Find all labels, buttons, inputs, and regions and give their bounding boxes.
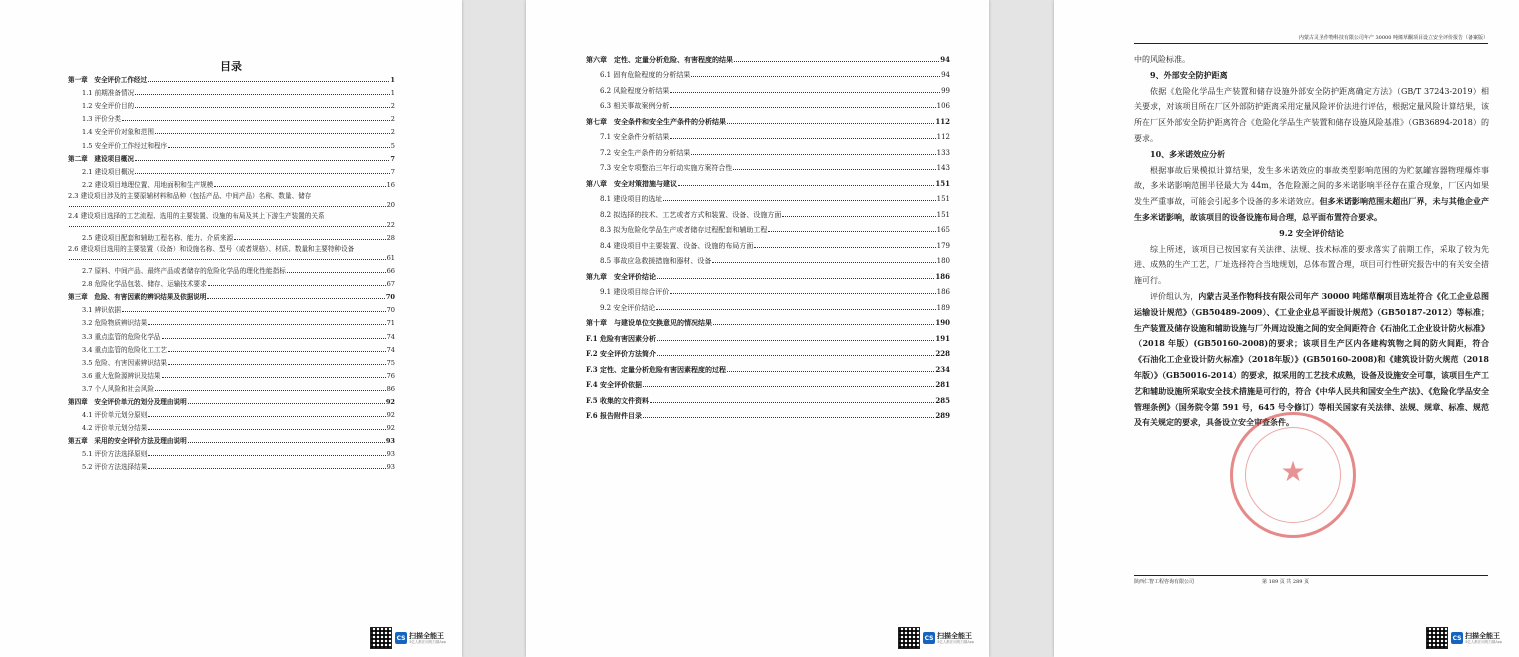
dot-leader [214, 186, 385, 187]
toc-section-entry [68, 209, 395, 229]
dot-leader [188, 403, 385, 404]
toc-entry-page: 2 [390, 115, 395, 124]
toc-entry-page: 165 [936, 226, 950, 234]
toc-entry-page: 180 [936, 257, 950, 265]
toc-entry-label: F.6 报告附件目录 [586, 411, 643, 420]
page-body [1134, 52, 1489, 431]
toc-entry-label: F.1 危险有害因素分析 [586, 333, 657, 343]
dot-leader [69, 201, 386, 207]
text-span: 评价组认为， [1150, 291, 1199, 301]
dot-leader [168, 364, 385, 365]
toc-chapter-entry [68, 432, 395, 445]
toc-entry-page: 5 [390, 141, 395, 150]
toc-entry-page: 93 [385, 437, 395, 446]
toc-entry-label: 第九章 安全评价结论 [586, 271, 656, 281]
qr-code [370, 627, 392, 649]
dot-leader [768, 231, 935, 232]
toc-entry-label: 4.2 评价单元划分结果 [82, 424, 148, 433]
toc-entry-page: 190 [935, 318, 950, 327]
toc-entry-label: F.5 收集的文件资料 [586, 395, 650, 405]
dot-leader [148, 429, 385, 430]
dot-leader [657, 278, 934, 279]
dot-leader [287, 272, 386, 273]
toc-entry-page: 16 [386, 180, 395, 189]
dot-leader [188, 442, 385, 443]
toc-entry-page: 99 [941, 86, 950, 95]
toc-section-entry [68, 242, 395, 262]
dot-leader [712, 262, 935, 263]
toc-section-entry [586, 203, 950, 219]
toc-section-entry [68, 341, 395, 354]
toc-entry-page: 143 [936, 164, 950, 172]
toc-chapter-entry [68, 71, 395, 84]
seal-star-icon: ★ [1280, 455, 1306, 488]
camscanner-logo-icon: CS [395, 632, 407, 644]
toc-entry-label: 1.4 安全评价对象和范围 [82, 128, 154, 137]
toc-entry-label: 2.2 建设项目地理位置、用地面积和生产规模 [82, 180, 214, 189]
toc-chapter-entry [586, 389, 950, 405]
toc-entry-page: 228 [935, 349, 950, 358]
dot-leader [148, 81, 389, 82]
toc-list [586, 48, 950, 420]
toc-section-entry [586, 95, 950, 111]
dot-leader [656, 309, 935, 310]
toc-entry-label: F.2 安全评价方法简介 [586, 349, 657, 358]
dot-leader [155, 133, 390, 134]
toc-entry-label: 3.6 重大危险源辨识及结果 [82, 371, 161, 380]
scanner-watermark [898, 627, 974, 649]
toc-entry-label: 3.4 重点监管的危险化工工艺 [82, 345, 168, 354]
section-heading: 10、多米诺效应分析 [1150, 148, 1226, 159]
toc-entry-page: 191 [935, 333, 950, 343]
toc-entry-label: 7.3 安全专项整治三年行动实施方案符合性 [600, 164, 733, 172]
toc-section-entry [68, 262, 395, 275]
toc-section-entry [68, 314, 395, 327]
dot-leader [122, 311, 386, 312]
dot-leader [782, 216, 935, 217]
toc-entry-page: 70 [385, 293, 395, 302]
toc-entry-label: 2.1 建设项目概况 [82, 167, 135, 176]
paragraph: 综上所述，该项目已按国家有关法律、法规、技术标准的要求落实了前期工作，采取了较为先进、成熟的生产工艺，厂址选择符合当地规划，总体布置合理，项目可行性研究报告中的有关安全措施可行。 [1134, 244, 1489, 286]
dot-leader [135, 107, 390, 108]
document-page-3 [1054, 0, 1519, 657]
dot-leader [754, 247, 935, 248]
toc-section-entry [586, 126, 950, 142]
toc-section-entry [586, 296, 950, 312]
camscanner-logo-icon: CS [1451, 632, 1463, 644]
toc-entry-page: 74 [386, 332, 395, 341]
toc-entry-page: 75 [386, 358, 395, 367]
dot-leader [691, 76, 940, 77]
toc-entry-label: 第五章 采用的安全评价方法及理由说明 [68, 437, 187, 446]
toc-entry-label: 1.3 评价分类 [82, 115, 121, 124]
toc-section-entry [586, 157, 950, 173]
toc-entry-page: 281 [935, 380, 950, 389]
toc-entry-label: 第六章 定性、定量分析危险、有害程度的结果 [586, 54, 733, 64]
dot-leader [678, 185, 934, 186]
dot-leader [69, 221, 386, 227]
toc-entry-page: 7 [390, 167, 395, 176]
toc-entry-label: 7.2 安全生产条件的分析结果 [600, 148, 691, 157]
toc-entry-page: 94 [941, 71, 950, 79]
toc-chapter-entry [586, 110, 950, 126]
bold-span: 内蒙古灵圣作物科技有限公司年产 30000 吨烯草酮项目选址符合《化工企业总图运输设计规范》（GB50489-2009）、《工业企业总平面设计规范》（GB50187-2012）等标准；生产装置及储存设施和辅助设施与厂外周边设施之间的安全间距符合《石油化工企业设计防火标准》（2018 年版）(GB50160-2008)的要求；该项目生产区内各建构筑物之间的防火间距，符合《石油化工企业设计防火标准》（2018年版）》(GB50160-2008)和《建筑设计防火规范（2018 年版）》（GB50016-2014）的要求，拟采用的工艺技术成熟，设备及设施安全可靠，该项目生产工艺和辅助设施所采取安全技术措施是可行的，符合《中华人民共和国安全生产法》、《危险化学品安全管理条例》（国务院令第 591 号，645 号令修订）等相关国家有关法律、法规、规章、标准、规范及有关规定的要求，具备设立安全审查条件。 [1134, 290, 1490, 428]
section-heading: 9.2 安全评价结论 [1279, 227, 1344, 238]
toc-section-entry [586, 188, 950, 204]
toc-section-entry [68, 97, 395, 110]
toc-entry-page: 70 [386, 306, 395, 315]
text-span: 根据事故后果模拟计算结果，发生多米诺效应的事故类型影响范围的为贮氨罐容器物理爆炸事故，多米诺影响范围半径最大为 44m，各危险源之间的多米诺影响半径存在重合现象，厂区内如果发生严重事故，可能会引起多个设备的多米诺效应。 [1134, 165, 1489, 207]
toc-entry-page: 112 [936, 133, 950, 141]
toc-entry-page: 66 [386, 267, 395, 276]
toc-entry-page: 2 [390, 102, 395, 111]
toc-section-entry [68, 367, 395, 380]
dot-leader [168, 147, 390, 148]
toc-entry-page: 234 [935, 364, 950, 374]
toc-entry-label: 2.7 原料、中间产品、最终产品或者储存的危险化学品的理化性能指标 [82, 267, 286, 276]
dot-leader [670, 293, 935, 294]
toc-chapter-entry [68, 288, 395, 301]
page-footer [1134, 575, 1488, 585]
toc-section-entry [68, 275, 395, 288]
toc-entry-page: 133 [936, 148, 950, 157]
official-seal-stamp [1230, 412, 1356, 538]
dot-leader [643, 417, 934, 418]
toc-chapter-entry [586, 312, 950, 328]
toc-section-entry [68, 458, 395, 471]
toc-section-entry [68, 136, 395, 149]
toc-entry-page: 92 [386, 424, 395, 433]
toc-entry-page: 93 [386, 450, 395, 459]
dot-leader [155, 390, 386, 391]
toc-entry-label: 3.5 危险、有害因素辨识结果 [82, 358, 168, 367]
footer-company: 陕西仁智工程咨询有限公司 [1134, 579, 1195, 585]
toc-entry-page: 186 [935, 271, 950, 281]
footer-page-number: 第 189 页 共 289 页 [1262, 579, 1310, 585]
toc-entry-label: 3.2 危险物质辨识结果 [82, 319, 148, 328]
toc-entry-page: 28 [386, 233, 395, 242]
toc-entry-label: 1.5 安全评价工作经过和程序 [82, 141, 168, 150]
toc-entry-label: 6.1 固有危险程度的分析结果 [600, 71, 691, 79]
toc-entry-label: 第四章 安全评价单元的划分及理由说明 [68, 397, 187, 406]
toc-entry-page: 76 [386, 371, 395, 380]
toc-entry-label: 6.3 相关事故案例分析 [600, 102, 670, 110]
toc-entry-label: 6.2 风险程度分析结果 [600, 86, 670, 95]
dot-leader [713, 324, 934, 325]
toc-entry-page: 289 [935, 411, 950, 420]
dot-leader [162, 377, 386, 378]
scanner-watermark [1426, 627, 1502, 649]
toc-entry-page: 67 [386, 280, 395, 289]
paragraph [1134, 289, 1489, 431]
toc-entry-page: 92 [385, 397, 395, 406]
toc-entry-page: 285 [935, 395, 950, 405]
toc-entry-page: 112 [935, 116, 950, 126]
toc-section-entry [586, 250, 950, 266]
toc-entry-label: 4.1 评价单元划分原则 [82, 411, 148, 420]
toc-entry-page: 189 [936, 303, 950, 312]
dot-leader [650, 402, 934, 403]
toc-section-entry [68, 327, 395, 340]
toc-section-entry [68, 406, 395, 419]
toc-entry-page: 20 [386, 200, 395, 209]
toc-entry-page: 61 [386, 253, 395, 262]
toc-entry-label: 5.1 评价方法选择原则 [82, 450, 148, 459]
toc-entry-label: 8.3 拟为危险化学品生产或者储存过程配套和辅助工程 [600, 226, 768, 234]
toc-chapter-entry [586, 327, 950, 343]
dot-leader [168, 351, 385, 352]
toc-entry-page: 1 [390, 89, 395, 98]
toc-entry-page: 74 [386, 345, 395, 354]
toc-entry-label: 2.8 危险化学品包装、储存、运输技术要求 [82, 280, 207, 289]
watermark-slogan: 3亿人都在用的扫描App [937, 639, 975, 644]
toc-entry-page: 94 [940, 54, 950, 64]
toc-entry-label: 第三章 危险、有害因素的辨识结果及依据说明 [68, 293, 207, 302]
document-page-2 [526, 0, 989, 657]
toc-entry-page: 186 [936, 288, 950, 296]
dot-leader [734, 61, 939, 62]
toc-entry-label: 8.1 建设项目的选址 [600, 195, 663, 203]
dot-leader [135, 94, 390, 95]
toc-section-entry [68, 419, 395, 432]
toc-entry-label: 2.5 建设项目配套和辅助工程名称、能力、介质来源 [82, 233, 234, 242]
toc-entry-label: 第八章 安全对策措施与建议 [586, 178, 677, 188]
toc-entry-label: 2.6 建设项目选用的主要装置（设备）和设施名称、型号（或者规格）、材质、数量和主要特种设备 [68, 244, 355, 253]
dot-leader [663, 200, 935, 201]
toc-chapter-entry [586, 265, 950, 281]
toc-section-entry [68, 229, 395, 242]
paragraph: 依据《危险化学品生产装置和储存设施外部安全防护距离确定方法》（GB/T 37243-2019）相关要求，对该项目所在厂区外部防护距离采用定量风险评价法进行评估，根据定量风险计算结果，该所在厂区外部安全防护距离符合《危险化学品生产装置和储存设施风险基准》（GB36894-2018）的要求。 [1134, 86, 1489, 143]
dot-leader [657, 340, 934, 341]
toc-chapter-entry [68, 393, 395, 406]
toc-section-entry [68, 163, 395, 176]
paragraph: 中的风险标准。 [1134, 55, 1190, 64]
toc-section-entry [68, 189, 395, 209]
scanner-watermark [370, 627, 446, 649]
dot-leader [727, 123, 934, 124]
dot-leader [122, 120, 390, 121]
watermark-brand: 扫描全能王 [409, 631, 444, 640]
toc-entry-label: 1.2 安全评价目的 [82, 102, 135, 111]
toc-entry-label: 2.3 建设项目涉及的主要原辅材料和品种（包括产品、中间产品）名称、数量、储存 [68, 191, 312, 200]
toc-entry-page: 106 [936, 102, 950, 110]
watermark-slogan: 3亿人都在用的扫描App [409, 639, 447, 644]
toc-chapter-entry [586, 405, 950, 421]
toc-entry-label: 3.3 重点监管的危险化学品 [82, 332, 161, 341]
toc-entry-label: 9.1 建设项目综合评价 [600, 288, 670, 296]
toc-section-entry [68, 110, 395, 123]
toc-entry-page: 92 [386, 411, 395, 420]
watermark-slogan: 3亿人都在用的扫描App [1465, 639, 1503, 644]
toc-entry-page: 86 [386, 384, 395, 393]
toc-entry-label: 第二章 建设项目概况 [68, 154, 134, 163]
toc-chapter-entry [68, 150, 395, 163]
toc-entry-label: 2.4 建设项目选择的工艺流程、选用的主要装置、设施的布局及其上下游生产装置的关系 [68, 211, 325, 220]
toc-chapter-entry [586, 48, 950, 64]
toc-section-entry [68, 380, 395, 393]
toc-section-entry [68, 123, 395, 136]
dot-leader [234, 239, 386, 240]
dot-leader [207, 298, 384, 299]
toc-entry-label: 第一章 安全评价工作经过 [68, 76, 148, 85]
toc-entry-label: 7.1 安全条件分析结果 [600, 133, 670, 141]
toc-entry-page: 179 [936, 241, 950, 250]
watermark-brand: 扫描全能王 [1465, 631, 1500, 640]
toc-section-entry [586, 64, 950, 80]
toc-section-entry [586, 219, 950, 235]
toc-section-entry [586, 141, 950, 157]
toc-entry-label: 8.2 拟选择的技术、工艺或者方式和装置、设备、设施方面 [600, 210, 782, 219]
toc-entry-page: 151 [935, 178, 950, 188]
toc-entry-label: 第十章 与建设单位交换意见的情况结果 [586, 318, 712, 327]
dot-leader [643, 386, 934, 387]
toc-section-entry [586, 79, 950, 95]
dot-leader [148, 416, 385, 417]
toc-section-entry [586, 234, 950, 250]
bold-span: 但多米诺影响范围未超出厂界，未与其他企业产生多米诺影响，故该项目的设备设施布局合理，总平面布置符合要求。 [1134, 196, 1490, 222]
toc-chapter-entry [586, 172, 950, 188]
toc-section-entry [68, 301, 395, 314]
toc-entry-label: 3.1 辨识依据 [82, 306, 121, 315]
section-heading: 9、外部安全防护距离 [1150, 69, 1228, 80]
camscanner-logo-icon: CS [923, 632, 935, 644]
toc-entry-page: 151 [936, 195, 950, 203]
toc-entry-page: 7 [390, 154, 395, 163]
toc-chapter-entry [586, 358, 950, 374]
page-header: 内蒙古灵圣作物科技有限公司年产 30000 吨烯草酮项目设立安全评价报告（备案版） [1134, 34, 1488, 44]
dot-leader [148, 324, 385, 325]
watermark-brand: 扫描全能王 [937, 631, 972, 640]
qr-code [1426, 627, 1448, 649]
toc-section-entry [68, 176, 395, 189]
dot-leader [148, 455, 385, 456]
dot-leader [135, 160, 389, 161]
dot-leader [135, 173, 390, 174]
dot-leader [691, 154, 935, 155]
toc-entry-label: 3.7 个人风险和社会风险 [82, 384, 154, 393]
toc-entry-page: 22 [386, 220, 395, 229]
dot-leader [670, 107, 935, 108]
toc-chapter-entry [586, 374, 950, 390]
toc-entry-label: 9.2 安全评价结论 [600, 303, 656, 312]
dot-leader [69, 254, 386, 260]
toc-entry-page: 71 [386, 319, 395, 328]
toc-entry-label: 8.5 事故应急救援措施和器材、设备 [600, 257, 712, 265]
toc-entry-label: F.4 安全评价依据 [586, 380, 643, 389]
paragraph [1134, 163, 1489, 226]
toc-section-entry [68, 354, 395, 367]
dot-leader [148, 468, 385, 469]
dot-leader [162, 338, 386, 339]
dot-leader [657, 355, 934, 356]
toc-entry-page: 2 [390, 128, 395, 137]
dot-leader [208, 285, 386, 286]
toc-chapter-entry [586, 343, 950, 359]
dot-leader [670, 92, 940, 93]
toc-title: 目录 [220, 60, 242, 73]
toc-list [68, 71, 395, 471]
dot-leader [670, 138, 935, 139]
toc-section-entry [586, 281, 950, 297]
toc-entry-page: 151 [936, 210, 950, 219]
toc-section-entry [68, 84, 395, 97]
toc-entry-page: 1 [390, 76, 395, 85]
dot-leader [733, 169, 935, 170]
toc-entry-label: F.3 定性、定量分析危险有害因素程度的过程 [586, 364, 727, 374]
toc-section-entry [68, 445, 395, 458]
dot-leader [727, 371, 934, 372]
document-page-1 [0, 0, 462, 657]
toc-entry-label: 8.4 建设项目中主要装置、设备、设施的布局方面 [600, 241, 754, 250]
toc-entry-label: 1.1 前期准备情况 [82, 89, 135, 98]
toc-entry-label: 5.2 评价方法选择结果 [82, 463, 148, 472]
toc-entry-label: 第七章 安全条件和安全生产条件的分析结果 [586, 116, 726, 126]
qr-code [898, 627, 920, 649]
toc-entry-page: 93 [386, 463, 395, 472]
